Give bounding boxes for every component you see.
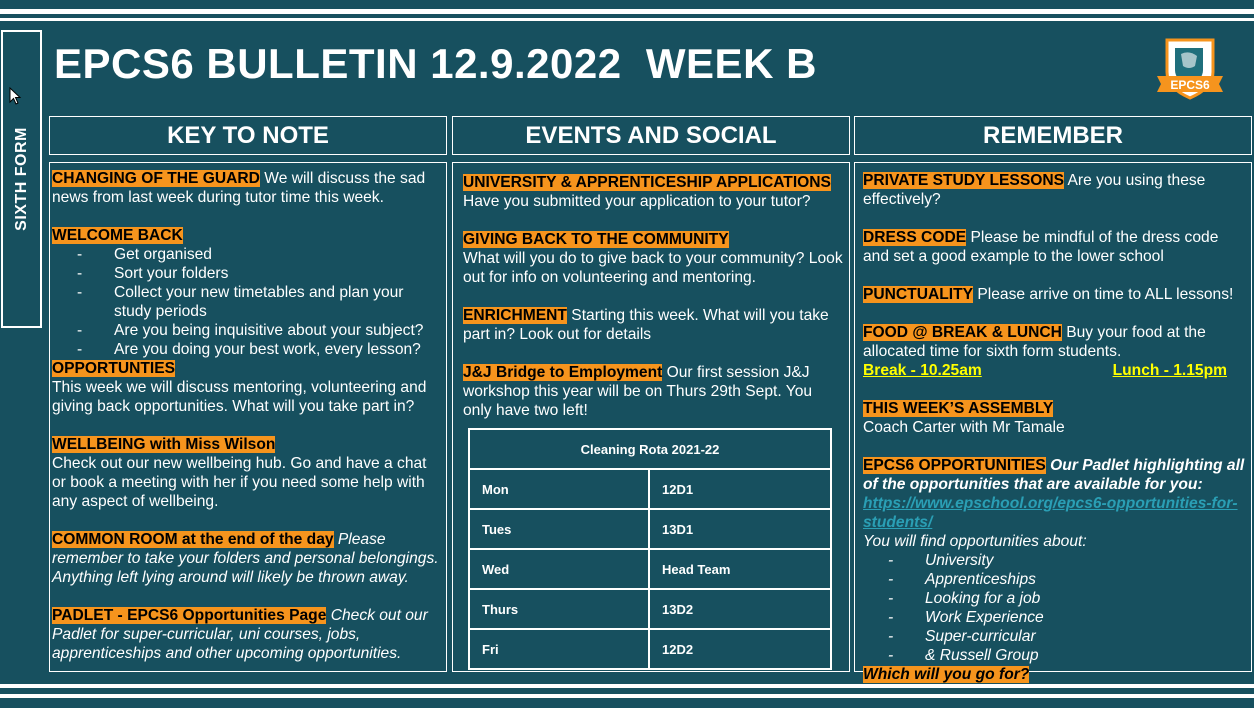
assembly-item <box>863 399 1245 437</box>
rota-day: Wed <box>469 549 649 589</box>
welcome-heading: WELCOME BACK <box>52 227 183 244</box>
bridge-heading: J&J Bridge to Employment <box>463 364 663 381</box>
punctuality-item <box>863 285 1245 304</box>
logo-text: EPCS6 <box>1170 78 1210 92</box>
guard-item <box>52 169 444 207</box>
bottom-stripe-1 <box>0 684 1254 688</box>
list-item: - Super-curricular <box>863 627 1245 646</box>
bridge-text: Our first session J&J workshop this year will be on Thurs 29th Sept. You only have two left! <box>463 364 813 419</box>
list-item: - University <box>863 551 1245 570</box>
rota-group: 13D2 <box>649 589 831 629</box>
enrichment-item <box>463 306 843 344</box>
bridge-item <box>463 363 843 420</box>
remember-header: REMEMBER <box>854 116 1252 155</box>
epcs6-logo <box>1155 36 1225 102</box>
list-item: - & Russell Group <box>863 646 1245 665</box>
private-study-text: Are you using these effectively? <box>863 172 1206 208</box>
rota-group: 12D2 <box>649 629 831 669</box>
list-item: - Get organised <box>52 245 444 264</box>
food-item <box>863 323 1245 380</box>
break-time: Break - 10.25am <box>863 362 982 379</box>
private-study-heading: PRIVATE STUDY LESSONS <box>863 172 1065 189</box>
page-title: EPCS6 BULLETIN 12.9.2022 WEEK B <box>54 40 817 87</box>
sixth-form-label: SIXTH FORM <box>12 127 30 231</box>
sixth-form-tab[interactable] <box>1 30 42 328</box>
cleaning-rota-table <box>468 428 832 670</box>
food-text: Buy your food at the allocated time for sixth form students. <box>863 324 1206 360</box>
list-item: - Looking for a job <box>863 589 1245 608</box>
common-room-heading: COMMON ROOM at the end of the day <box>52 531 334 548</box>
rota-title: Cleaning Rota 2021-22 <box>469 429 831 469</box>
applications-text: Have you submitted your application to your tutor? <box>463 193 811 210</box>
applications-heading: UNIVERSITY & APPRENTICESHIP APPLICATIONS <box>463 174 831 191</box>
key-to-note-panel <box>49 162 447 672</box>
punctuality-text: Please arrive on time to ALL lessons! <box>973 286 1234 303</box>
private-study-item <box>863 171 1245 209</box>
opportunities-text: This week we will discuss mentoring, volunteering and giving back opportunities. What will you take part in? <box>52 379 427 415</box>
top-stripe-1 <box>0 9 1254 14</box>
mouse-cursor-icon <box>9 87 21 105</box>
rota-day: Fri <box>469 629 649 669</box>
common-room-item <box>52 530 444 587</box>
opportunities-item <box>52 359 444 416</box>
list-item: - Are you being inquisitive about your subject? <box>52 321 444 340</box>
applications-item <box>463 173 843 211</box>
rota-group: 13D1 <box>649 509 831 549</box>
rota-day: Tues <box>469 509 649 549</box>
events-panel <box>452 162 850 672</box>
events-social-header: EVENTS AND SOCIAL <box>452 116 850 155</box>
epcs6-text: Our Padlet highlighting all of the opportunities that are available for you: <box>863 457 1245 493</box>
list-item: - Work Experience <box>863 608 1245 627</box>
giving-back-text: What will you do to give back to your community? Look out for info on volunteering and mentoring. <box>463 250 843 286</box>
list-item: - Collect your new timetables and plan your study periods <box>52 283 444 321</box>
punctuality-heading: PUNCTUALITY <box>863 286 974 303</box>
rota-day: Mon <box>469 469 649 509</box>
opportunities-heading: OPPORTUNTIES <box>52 360 176 377</box>
giving-back-item <box>463 230 843 287</box>
wellbeing-text: Check out our new wellbeing hub. Go and have a chat or book a meeting with her if you need some help with any aspect of wellbeing. <box>52 455 427 510</box>
food-heading: FOOD @ BREAK & LUNCH <box>863 324 1062 341</box>
padlet-item <box>52 606 444 663</box>
rota-group: Head Team <box>649 549 831 589</box>
wellbeing-heading: WELLBEING with Miss Wilson <box>52 436 276 453</box>
lunch-time: Lunch - 1.15pm <box>1112 362 1227 379</box>
table-row <box>469 589 831 629</box>
dress-code-item <box>863 228 1245 266</box>
list-item: - Are you doing your best work, every lesson? <box>52 340 444 359</box>
key-to-note-header: KEY TO NOTE <box>49 116 447 155</box>
giving-back-heading: GIVING BACK TO THE COMMUNITY <box>463 231 729 248</box>
guard-text: We will discuss the sad news from last week during tutor time this week. <box>52 170 426 206</box>
remember-panel <box>854 162 1252 683</box>
question-text: Which will you go for? <box>863 666 1030 683</box>
food-times <box>863 361 1245 380</box>
top-stripe-2 <box>0 18 1254 21</box>
epcs6-opportunities-item <box>863 456 1245 684</box>
padlet-link[interactable]: https://www.epschool.org/epcs6-opportunities-for-students/ <box>863 495 1238 531</box>
enrichment-text: Starting this week. What will you take part in? Look out for details <box>463 307 829 343</box>
find-text: You will find opportunities about: <box>863 533 1087 550</box>
welcome-item <box>52 226 444 359</box>
bottom-stripe-2 <box>0 694 1254 698</box>
table-row <box>469 629 831 669</box>
opportunity-list <box>863 551 1245 665</box>
rota-group: 12D1 <box>649 469 831 509</box>
common-room-text: Please remember to take your folders and personal belongings. Anything left lying around will likely be thrown away. <box>52 531 439 586</box>
padlet-heading: PADLET - EPCS6 Opportunities Page <box>52 607 327 624</box>
dress-code-text: Please be mindful of the dress code and set a good example to the lower school <box>863 229 1219 265</box>
guard-heading: CHANGING OF THE GUARD <box>52 170 260 187</box>
table-row <box>469 549 831 589</box>
padlet-text: Check out our Padlet for super-curricular, uni courses, jobs, apprenticeships and other upcoming opportunities. <box>52 607 428 662</box>
table-row <box>469 469 831 509</box>
welcome-list <box>52 245 444 359</box>
list-item: - Apprenticeships <box>863 570 1245 589</box>
rota-day: Thurs <box>469 589 649 629</box>
dress-code-heading: DRESS CODE <box>863 229 967 246</box>
assembly-heading: THIS WEEK’S ASSEMBLY <box>863 400 1054 417</box>
list-item: - Sort your folders <box>52 264 444 283</box>
table-row <box>469 509 831 549</box>
wellbeing-item <box>52 435 444 511</box>
epcs6-heading: EPCS6 OPPORTUNITIES <box>863 457 1046 474</box>
enrichment-heading: ENRICHMENT <box>463 307 567 324</box>
assembly-text: Coach Carter with Mr Tamale <box>863 419 1065 436</box>
